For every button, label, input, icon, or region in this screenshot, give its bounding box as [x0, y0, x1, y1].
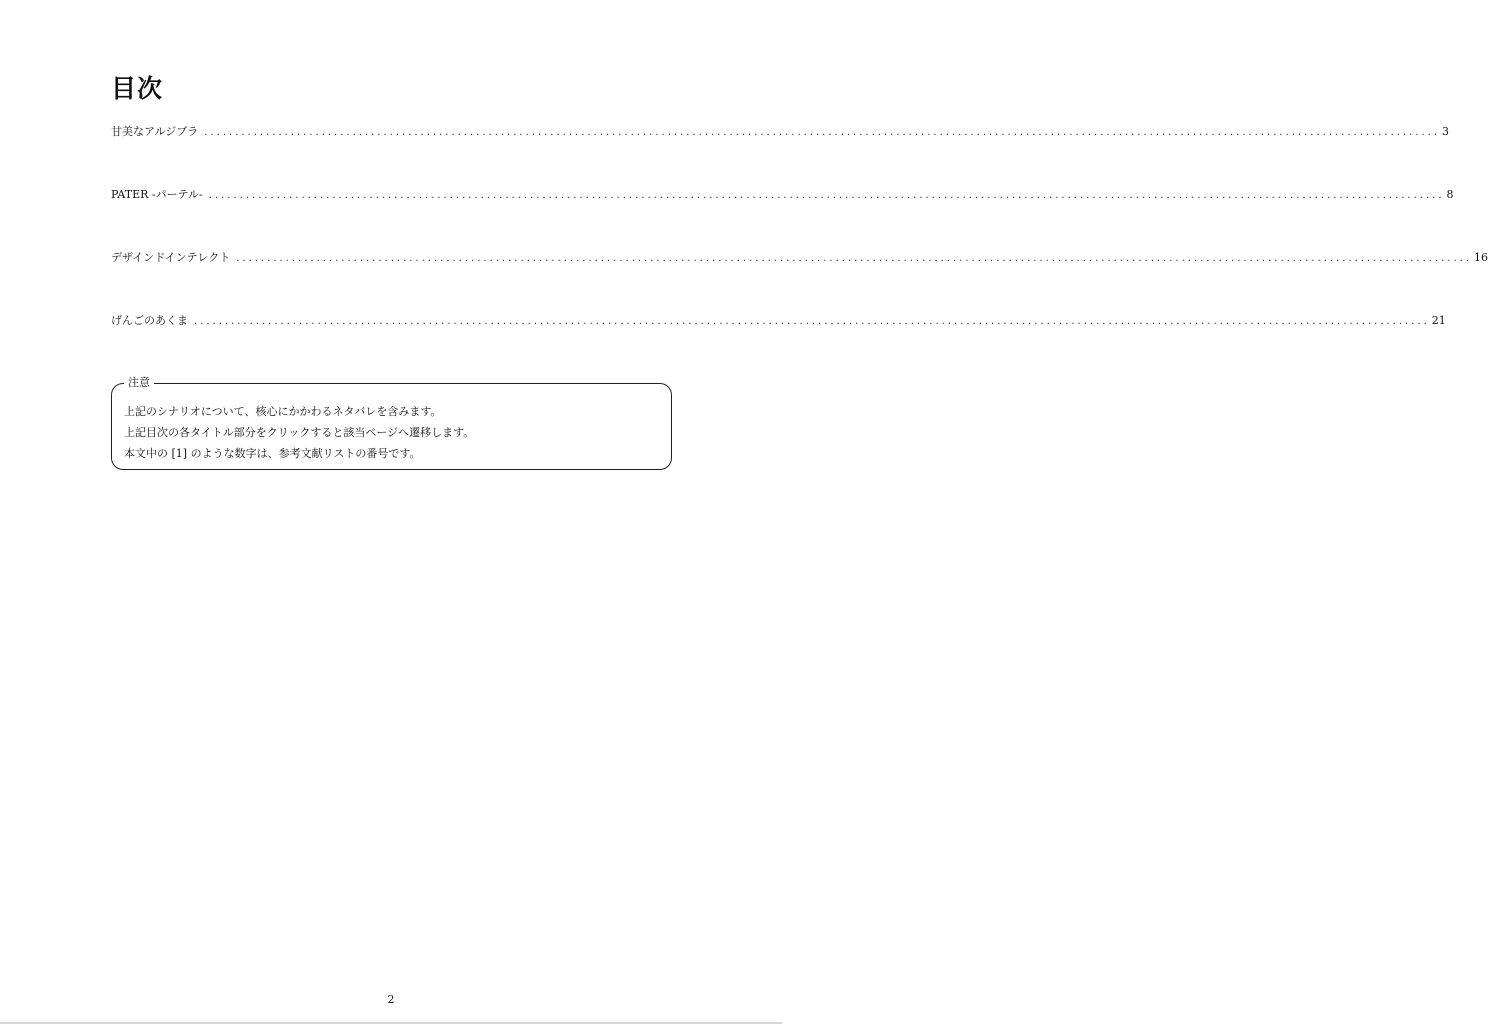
- notice-title: 注意: [124, 374, 154, 392]
- toc-entry-pater[interactable]: [111, 185, 1454, 205]
- notice-lines: [124, 401, 474, 464]
- toc-heading: 目次: [111, 74, 164, 103]
- toc-entry-page-number: 21: [1431, 314, 1446, 327]
- toc-dot-leader: ........................................................................................................................................................................................................: [208, 190, 1445, 201]
- toc-dot-leader: ........................................................................................................................................................................................................: [236, 253, 1472, 264]
- toc-entry-page-number: 16: [1474, 251, 1488, 264]
- toc-entry-gengo-no-akuma[interactable]: [111, 311, 1446, 331]
- notice-line: 上記目次の各タイトル部分をクリックすると該当ページへ遷移します。: [124, 426, 475, 439]
- toc-entry-page-number: 3: [1442, 125, 1450, 138]
- toc-dot-leader: ........................................................................................................................................................................................................: [204, 127, 1441, 138]
- toc-entry-title[interactable]: デザインドインテレクト: [111, 251, 231, 264]
- notice-line: 本文中の [1] のような数字は、参考文献リストの番号です。: [124, 447, 421, 460]
- notice-box: [111, 376, 672, 470]
- toc-entry-designed-intellect[interactable]: [111, 248, 1488, 268]
- toc-entry-title[interactable]: げんごのあくま: [111, 314, 188, 327]
- toc-entry-algebra[interactable]: [111, 122, 1450, 142]
- toc-dot-leader: ........................................................................................................................................................................................................: [194, 316, 1430, 327]
- notice-line: 上記のシナリオについて、核心にかかわるネタバレを含みます。: [124, 405, 442, 418]
- toc-entry-title[interactable]: PATER -パーテル-: [111, 188, 203, 201]
- page-number: 2: [387, 993, 395, 1006]
- toc-entry-page-number: 8: [1446, 188, 1454, 201]
- table-of-contents: [111, 122, 1488, 374]
- toc-entry-title[interactable]: 甘美なアルジブラ: [111, 125, 199, 138]
